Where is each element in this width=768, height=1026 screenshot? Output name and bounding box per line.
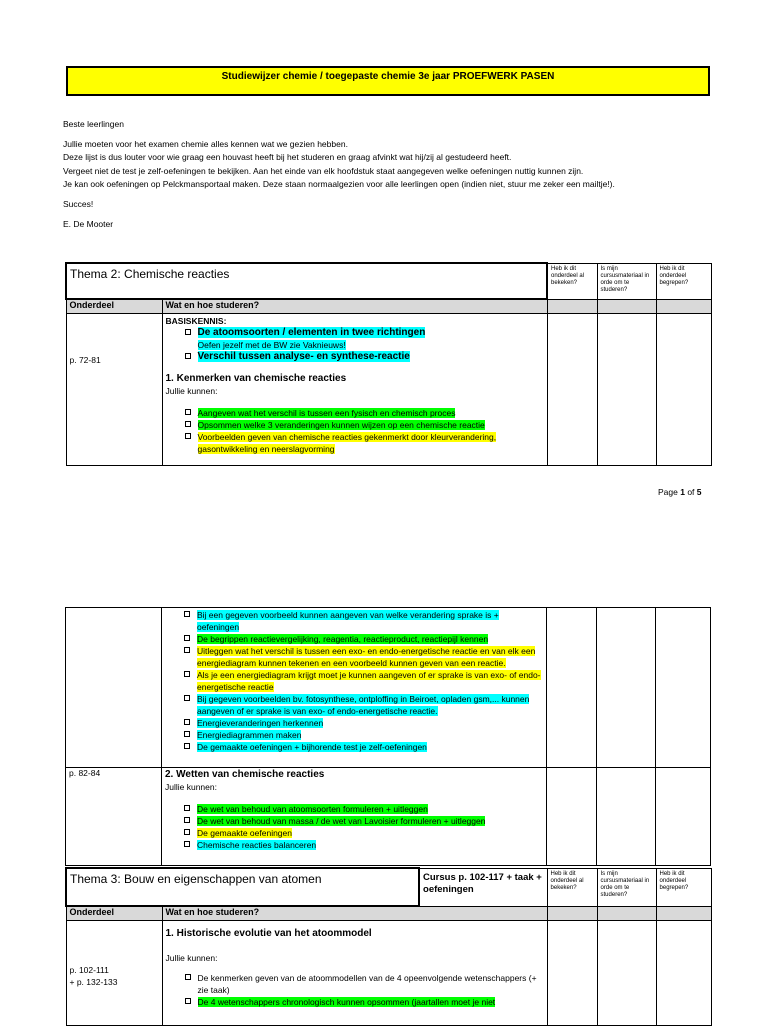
checklist-item[interactable]: De wet van behoud van massa / de wet van Lavoisier formuleren + uitleggen: [165, 815, 543, 827]
jullie-kunnen: Jullie kunnen:: [165, 782, 217, 792]
basiskennis-sub: Oefen jezelf met de BW zie Vaknieuws!: [197, 340, 346, 350]
document-title: Studiewijzer chemie / toegepaste chemie 3e jaar PROEFWERK PASEN: [221, 71, 555, 82]
checklist-item[interactable]: Aangeven wat het verschil is tussen een fysisch en chemisch proces: [166, 407, 544, 419]
page-number: Page 1 of 5: [658, 487, 702, 497]
section-heading: 2. Wetten van chemische reacties: [165, 769, 325, 780]
checklist-item[interactable]: Verschil tussen analyse- en synthese-reactie: [166, 351, 544, 363]
checkbox-icon: [184, 817, 190, 823]
intro-author: E. De Mooter: [63, 219, 114, 230]
checkbox-icon: [185, 409, 191, 415]
intro-greeting: Beste leerlingen: [63, 119, 124, 129]
checkbox-icon: [185, 353, 191, 359]
col-header-bekeken: Heb ik dit onderdeel al bekeken?: [547, 868, 597, 906]
thema3-title: Thema 3: Bouw en eigenschappen van atomen: [66, 868, 419, 906]
jullie-kunnen: Jullie kunnen:: [165, 953, 218, 963]
page-2: [0, 600, 768, 1024]
section-heading: 1. Historische evolutie van het atoommodel: [165, 928, 372, 939]
basiskennis-label: BASISKENNIS:: [165, 316, 227, 326]
checkbox-icon: [184, 635, 190, 641]
thema3-cursus: Cursus p. 102-117 + taak + oefeningen: [419, 868, 547, 906]
col-header-bekeken: Heb ik dit onderdeel al bekeken?: [547, 263, 597, 299]
thema2-table-continued: [65, 607, 711, 866]
row-pages: p. 82-84: [66, 768, 162, 866]
checklist-item[interactable]: Energiediagrammen maken: [165, 729, 543, 741]
checklist-item[interactable]: De atoomsoorten / elementen in twee richtingen: [166, 327, 544, 339]
checkbox-icon: [185, 433, 191, 439]
checklist-item[interactable]: De gemaakte oefeningen: [165, 827, 543, 839]
checkbox-icon: [184, 719, 190, 725]
checkbox-icon: [184, 731, 190, 737]
checklist-item[interactable]: De kenmerken geven van de atoommodellen van de 4 opeenvolgende wetenschappers (+ zie taak): [166, 972, 544, 996]
intro-closing: Succes!: [63, 199, 94, 210]
thema3-table: [65, 867, 712, 1026]
row-content: [162, 314, 547, 466]
intro-line: Je kan ook oefeningen op Pelckmansportaal maken. Deze staan normaalgezien voor alle leerlingen open (indien niet, stuur me zeker een mailtje!).: [63, 178, 615, 189]
col-header-begrepen: Heb ik dit onderdeel begrepen?: [656, 263, 711, 299]
intro-line: Jullie moeten voor het examen chemie alles kennen wat we gezien hebben.: [63, 139, 348, 150]
col-header-begrepen: Heb ik dit onderdeel begrepen?: [656, 868, 711, 906]
checkbox-icon: [185, 974, 191, 980]
checklist-item[interactable]: Uitleggen wat het verschil is tussen een exo- en endo-energetische reactie en van elk een energiediagram kunnen tekenen en een voorbeeld kunnen geven van een reactie.: [165, 645, 543, 669]
intro-line: Deze lijst is dus louter voor wie graag een houvast heeft bij het studeren en graag afvinkt wat hij/zij al gestudeerd heeft.: [63, 152, 512, 163]
section-heading: 1. Kenmerken van chemische reacties: [165, 373, 347, 384]
row-pages: p. 102-111 + p. 132-133: [66, 921, 162, 1026]
row-content: [162, 921, 547, 1026]
jullie-kunnen: Jullie kunnen:: [165, 386, 218, 396]
checkbox-icon: [185, 998, 191, 1004]
thema2-table: [65, 262, 712, 466]
row-content: [162, 608, 547, 768]
checkbox-icon: [184, 647, 190, 653]
checkbox-icon: [185, 329, 191, 335]
checklist-item[interactable]: De gemaakte oefeningen + bijhorende test je zelf-oefeningen: [165, 741, 543, 753]
checklist-item[interactable]: De 4 wetenschappers chronologisch kunnen opsommen (jaartallen moet je niet: [166, 996, 544, 1008]
col-header-wat: Wat en hoe studeren?: [162, 299, 547, 314]
checklist-item[interactable]: Bij een gegeven voorbeeld kunnen aangeven van welke verandering sprake is + oefeningen: [165, 609, 543, 633]
checklist-item[interactable]: Voorbeelden geven van chemische reacties gekenmerkt door kleurverandering, gasontwikkeling en neerslagvorming: [166, 431, 544, 455]
intro-line: Vergeet niet de test je zelf-oefeningen te bekijken. Aan het einde van elk hoofdstuk staat aangegeven welke oefeningen nuttig kunnen zijn.: [63, 165, 584, 176]
col-header-onderdeel: Onderdeel: [66, 299, 162, 314]
checkbox-icon: [184, 841, 190, 847]
checklist-item[interactable]: De begrippen reactievergelijking, reagentia, reactieproduct, reactiepijl kennen: [165, 633, 543, 645]
checklist-item[interactable]: Bij gegeven voorbeelden bv. fotosynthese, ontploffing in Beiroet, opladen gsm,... kunnen aangeven of er sprake is van exo- of endo-energetische reactie.: [165, 693, 543, 717]
thema2-title: Thema 2: Chemische reacties: [66, 263, 547, 299]
checklist-item[interactable]: Energieveranderingen herkennen: [165, 717, 543, 729]
col-header-wat: Wat en hoe studeren?: [162, 906, 547, 921]
intro-text: [63, 118, 723, 231]
checklist-item[interactable]: Opsommen welke 3 veranderingen kunnen wijzen op een chemische reactie: [166, 419, 544, 431]
row-pages: p. 72-81: [66, 314, 162, 466]
checklist-item[interactable]: De wet van behoud van atoomsoorten formuleren + uitleggen: [165, 803, 543, 815]
col-header-onderdeel: Onderdeel: [66, 906, 162, 921]
checklist-item[interactable]: Chemische reacties balanceren: [165, 839, 543, 851]
checkbox-icon: [184, 695, 190, 701]
col-header-cursus: Is mijn cursusmateriaal in orde om te studeren?: [597, 868, 656, 906]
checkbox-icon: [184, 743, 190, 749]
checkbox-icon: [184, 829, 190, 835]
row-content: [162, 768, 547, 866]
checkbox-icon: [185, 421, 191, 427]
document-title-box: [66, 66, 710, 96]
checkbox-icon: [184, 671, 190, 677]
checkbox-icon: [184, 611, 190, 617]
checkbox-icon: [184, 805, 190, 811]
checklist-item[interactable]: Als je een energiediagram krijgt moet je kunnen aangeven of er sprake is van exo- of endo-energetische reactie: [165, 669, 543, 693]
page-gap: [0, 520, 768, 600]
col-header-cursus: Is mijn cursusmateriaal in orde om te studeren?: [597, 263, 656, 299]
